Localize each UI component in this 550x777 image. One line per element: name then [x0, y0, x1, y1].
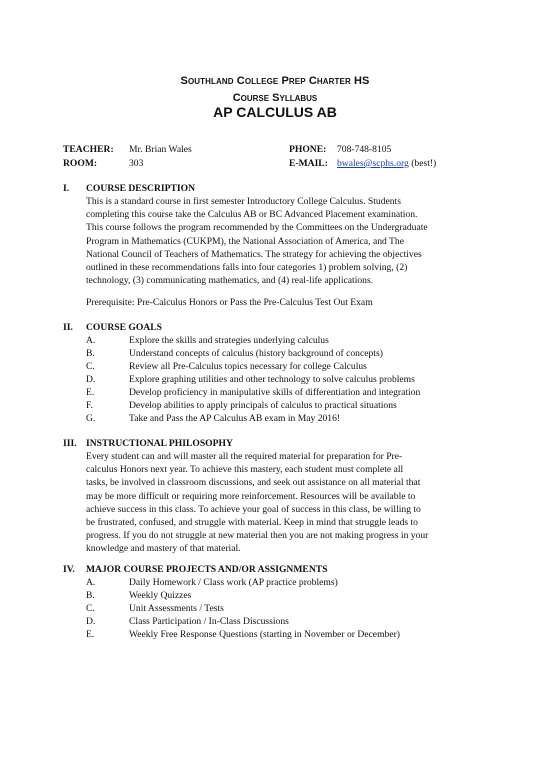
email-line — [337, 157, 436, 170]
goal-letter: F. — [86, 400, 93, 411]
school-name: Southland College Prep Charter HS — [180, 75, 370, 87]
assignment-letter: A. — [86, 577, 96, 588]
teacher-name: Mr. Brian Wales — [129, 144, 192, 155]
email-link[interactable]: bwales@scphs.org — [337, 158, 409, 169]
section-2-title: COURSE GOALS — [86, 322, 162, 333]
section-3-number: III. — [63, 438, 77, 449]
goal-item: Understand concepts of calculus (history background of concepts) — [129, 348, 383, 359]
goal-item: Review all Pre-Calculus topics necessary for college Calculus — [129, 361, 367, 372]
goal-item: Explore graphing utilities and other technology to solve calculus problems — [129, 374, 415, 385]
paragraph-line: outlined in these recommendations falls into four categories 1) problem solving, (2) — [86, 262, 408, 274]
goal-letter: E. — [86, 387, 95, 398]
paragraph-line: completing this course take the Calculus AB or BC Advanced Placement examination. — [86, 209, 418, 221]
goal-item: Develop proficiency in manipulative skills of differentiation and integration — [129, 387, 421, 398]
goal-item: Develop abilities to apply principals of calculus to practical situations — [129, 400, 397, 411]
assignment-letter: D. — [86, 616, 96, 627]
paragraph-line: technology, (3) communicating mathematics, and (4) real-life applications. — [86, 275, 374, 287]
assignment-letter: C. — [86, 603, 95, 614]
phone-number: 708-748-8105 — [337, 144, 392, 155]
assignment-item: Daily Homework / Class work (AP practice problems) — [129, 577, 338, 588]
paragraph-line: This course follows the program recommended by the Committees on the Undergraduate — [86, 222, 428, 234]
assignment-letter: B. — [86, 590, 95, 601]
section-4-title: MAJOR COURSE PROJECTS AND/OR ASSIGNMENTS — [86, 564, 328, 575]
paragraph-line: Every student can and will master all the required material for preparation for Pre- — [86, 451, 403, 462]
email-note: (best!) — [411, 158, 437, 169]
paragraph-line: progress. If you do not struggle at new material then you are not making progress in your — [86, 530, 429, 542]
goal-letter: D. — [86, 374, 96, 385]
section-1-number: I. — [63, 183, 70, 194]
section-1-title: COURSE DESCRIPTION — [86, 183, 196, 194]
assignment-item: Class Participation / In-Class Discussions — [129, 616, 289, 627]
assignment-item: Unit Assessments / Tests — [129, 603, 224, 614]
prerequisite: Prerequisite: Pre-Calculus Honors or Pass the Pre-Calculus Test Out Exam — [86, 297, 373, 308]
course-description — [86, 195, 486, 287]
paragraph-line: This is a standard course in first semester Introductory College Calculus. Students — [86, 196, 401, 207]
instructional-philosophy — [86, 450, 486, 556]
paragraph-line: calculus Honors next year. To achieve this mastery, each student must complete all — [86, 464, 404, 476]
section-3-title: INSTRUCTIONAL PHILOSOPHY — [86, 438, 233, 449]
room-number: 303 — [129, 158, 144, 169]
assignment-letter: E. — [86, 629, 95, 640]
section-4-number: IV. — [63, 564, 75, 575]
goal-letter: C. — [86, 361, 95, 372]
assignment-item: Weekly Free Response Questions (starting in November or December) — [129, 629, 400, 640]
paragraph-line: achieve success in this class. To achieve your goal of success in this class, be willing to — [86, 503, 421, 515]
phone-label: PHONE: — [289, 144, 327, 155]
goal-letter: G. — [86, 413, 96, 424]
assignment-item: Weekly Quizzes — [129, 590, 192, 601]
paragraph-line: be frustrated, confused, and struggle with material. Keep in mind that struggle leads to — [86, 517, 418, 529]
paragraph-line: Program in Mathematics (CUKPM), the National Association of America, and The — [86, 235, 404, 247]
course-title: AP CALCULUS AB — [213, 104, 337, 120]
goal-item: Take and Pass the AP Calculus AB exam in May 2016! — [129, 413, 341, 424]
room-label: ROOM: — [63, 158, 98, 169]
teacher-label: TEACHER: — [63, 144, 114, 155]
paragraph-line: National Council of Teachers of Mathematics. The strategy for achieving the objectives — [86, 248, 422, 260]
goal-letter: A. — [86, 335, 96, 346]
email-label: E-MAIL: — [289, 158, 328, 169]
section-2-number: II. — [63, 322, 73, 333]
goal-item: Explore the skills and strategies underlying calculus — [129, 335, 329, 346]
paragraph-line: may be more difficult or requiring more reinforcement. Resources will be available to — [86, 490, 416, 502]
goal-letter: B. — [86, 348, 95, 359]
document-type: Course Syllabus — [232, 92, 318, 104]
paragraph-line: knowledge and mastery of that material. — [86, 543, 241, 555]
paragraph-line: tasks, be involved in classroom discussions, and seek out assistance on all material that — [86, 477, 421, 489]
